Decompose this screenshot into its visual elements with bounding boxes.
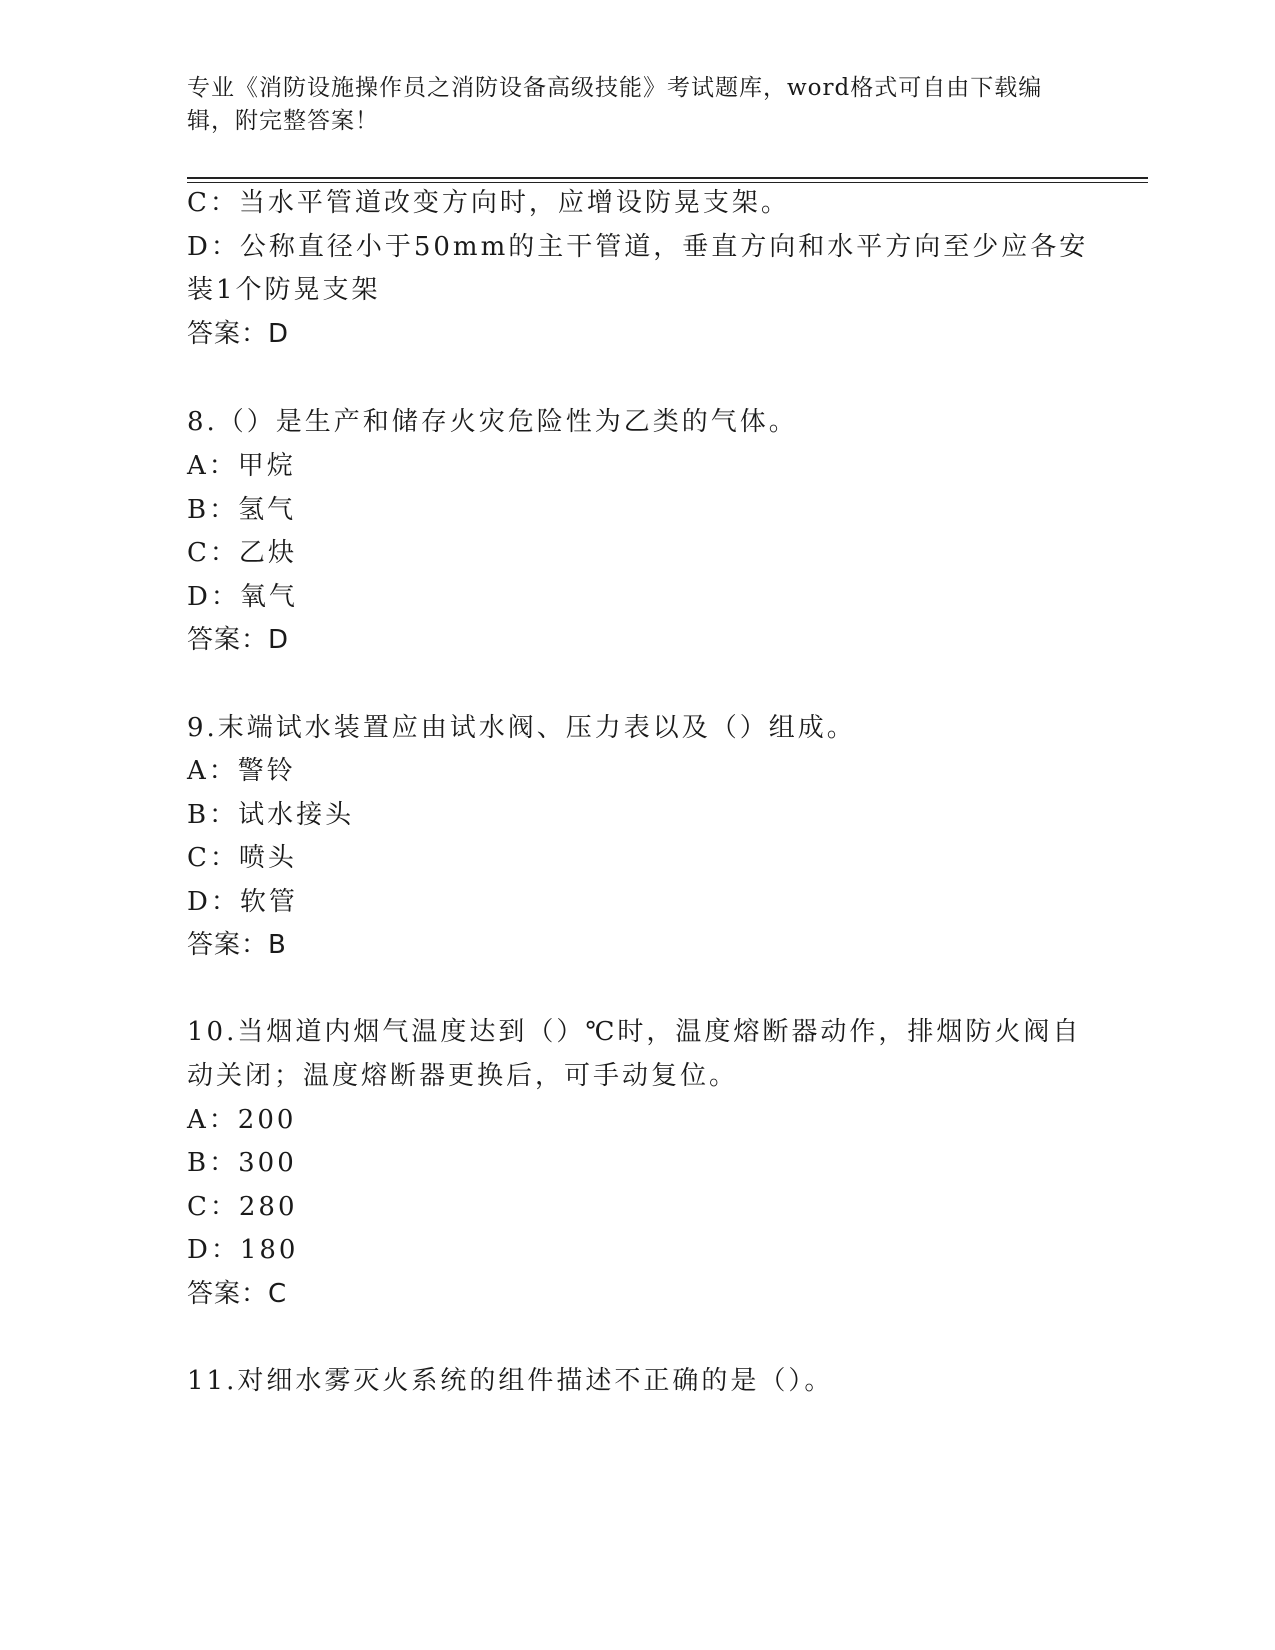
header-divider-thick bbox=[187, 177, 1148, 179]
question-stem-continued: 动关闭；温度熔断器更换后，可手动复位。 bbox=[187, 1061, 739, 1091]
header-line-1: 专业《消防设施操作员之消防设备高级技能》考试题库，word格式可自由下载编 bbox=[187, 75, 1043, 101]
option-b: B：300 bbox=[187, 1148, 297, 1178]
option-d-continued: 装1个防晃支架 bbox=[187, 275, 381, 305]
document-header bbox=[187, 72, 1067, 138]
option-d: D：180 bbox=[187, 1235, 299, 1265]
answer: 答案：C bbox=[187, 1279, 288, 1309]
option-d: D：软管 bbox=[187, 887, 298, 917]
answer: 答案：D bbox=[187, 625, 290, 655]
option-d: D：公称直径小于50mm的主干管道，垂直方向和水平方向至少应各安 bbox=[187, 232, 1089, 262]
option-c: C：喷头 bbox=[187, 843, 297, 873]
option-c: C：乙炔 bbox=[187, 538, 297, 568]
answer: 答案：D bbox=[187, 319, 290, 349]
question-stem: 10.当烟道内烟气温度达到（）℃时，温度熔断器动作，排烟防火阀自 bbox=[187, 1017, 1082, 1047]
header-line-2: 辑，附完整答案！ bbox=[187, 108, 379, 134]
question-stem: 11.对细水雾灭火系统的组件描述不正确的是（）。 bbox=[187, 1366, 834, 1396]
question-stem: 9.末端试水装置应由试水阀、压力表以及（）组成。 bbox=[187, 713, 856, 743]
answer: 答案：B bbox=[187, 930, 287, 960]
option-a: A：警铃 bbox=[187, 756, 296, 786]
header-divider-thin bbox=[187, 182, 1148, 183]
option-b: B：氢气 bbox=[187, 495, 297, 525]
question-stem: 8.（）是生产和储存火灾危险性为乙类的气体。 bbox=[187, 407, 798, 437]
option-a: A：200 bbox=[187, 1105, 297, 1135]
option-b: B：试水接头 bbox=[187, 800, 355, 830]
option-a: A：甲烷 bbox=[187, 451, 296, 481]
option-c: C：280 bbox=[187, 1192, 298, 1222]
option-c: C：当水平管道改变方向时，应增设防晃支架。 bbox=[187, 188, 790, 218]
option-d: D：氧气 bbox=[187, 582, 298, 612]
